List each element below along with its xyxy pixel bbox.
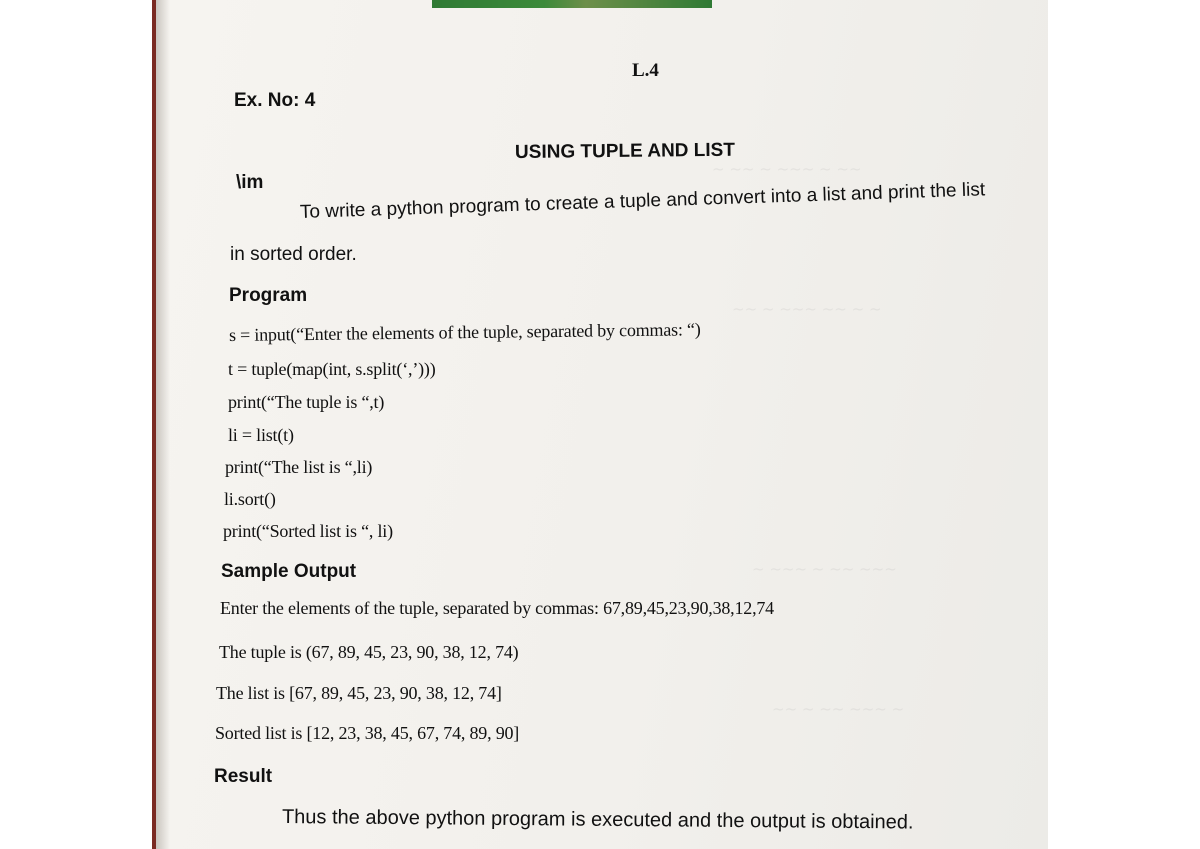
page-title: USING TUPLE AND LIST	[514, 139, 736, 163]
output-line: The list is [67, 89, 45, 23, 90, 38, 12, 74]	[216, 683, 502, 703]
result-text: Thus the above python program is executed and the output is obtained.	[281, 806, 914, 834]
output-line: Sorted list is [12, 23, 38, 45, 67, 74, 89, 90]	[215, 723, 520, 743]
code-line: t = tuple(map(int, s.split(‘,’)))	[228, 359, 436, 379]
aim-text-line-1: To write a python program to create a tuple and convert into a list and print the list	[299, 179, 986, 223]
code-line: s = input(“Enter the elements of the tuple, separated by commas: “)	[228, 319, 701, 345]
code-line: li.sort()	[224, 489, 276, 509]
aim-heading: \im	[236, 172, 264, 193]
bleed-through-texture: ~~ ~ ~~~ ~~ ~ ~	[732, 300, 882, 318]
bleed-through-texture: ~ ~~ ~ ~~~ ~ ~~	[712, 160, 862, 178]
page-number: L.4	[632, 60, 659, 81]
program-heading: Program	[229, 285, 308, 306]
code-line: print(“Sorted list is “, li)	[223, 521, 393, 541]
sample-output-heading: Sample Output	[221, 561, 357, 582]
aim-text-line-2: in sorted order.	[230, 244, 357, 265]
bleed-through-texture: ~~ ~ ~~ ~~~ ~	[772, 700, 905, 718]
code-line: print(“The tuple is “,t)	[228, 392, 385, 412]
output-line: The tuple is (67, 89, 45, 23, 90, 38, 12, 74)	[219, 642, 519, 662]
code-line: li = list(t)	[228, 425, 294, 445]
result-heading: Result	[214, 766, 273, 787]
book-cover-strip	[432, 0, 712, 8]
bleed-through-texture: ~ ~~~ ~ ~~ ~~~	[752, 560, 897, 578]
page-fold-shadow	[156, 0, 170, 849]
output-line: Enter the elements of the tuple, separated by commas: 67,89,45,23,90,38,12,74	[220, 598, 774, 618]
code-line: print(“The list is “,li)	[225, 457, 373, 477]
exercise-number: Ex. No: 4	[234, 90, 316, 111]
